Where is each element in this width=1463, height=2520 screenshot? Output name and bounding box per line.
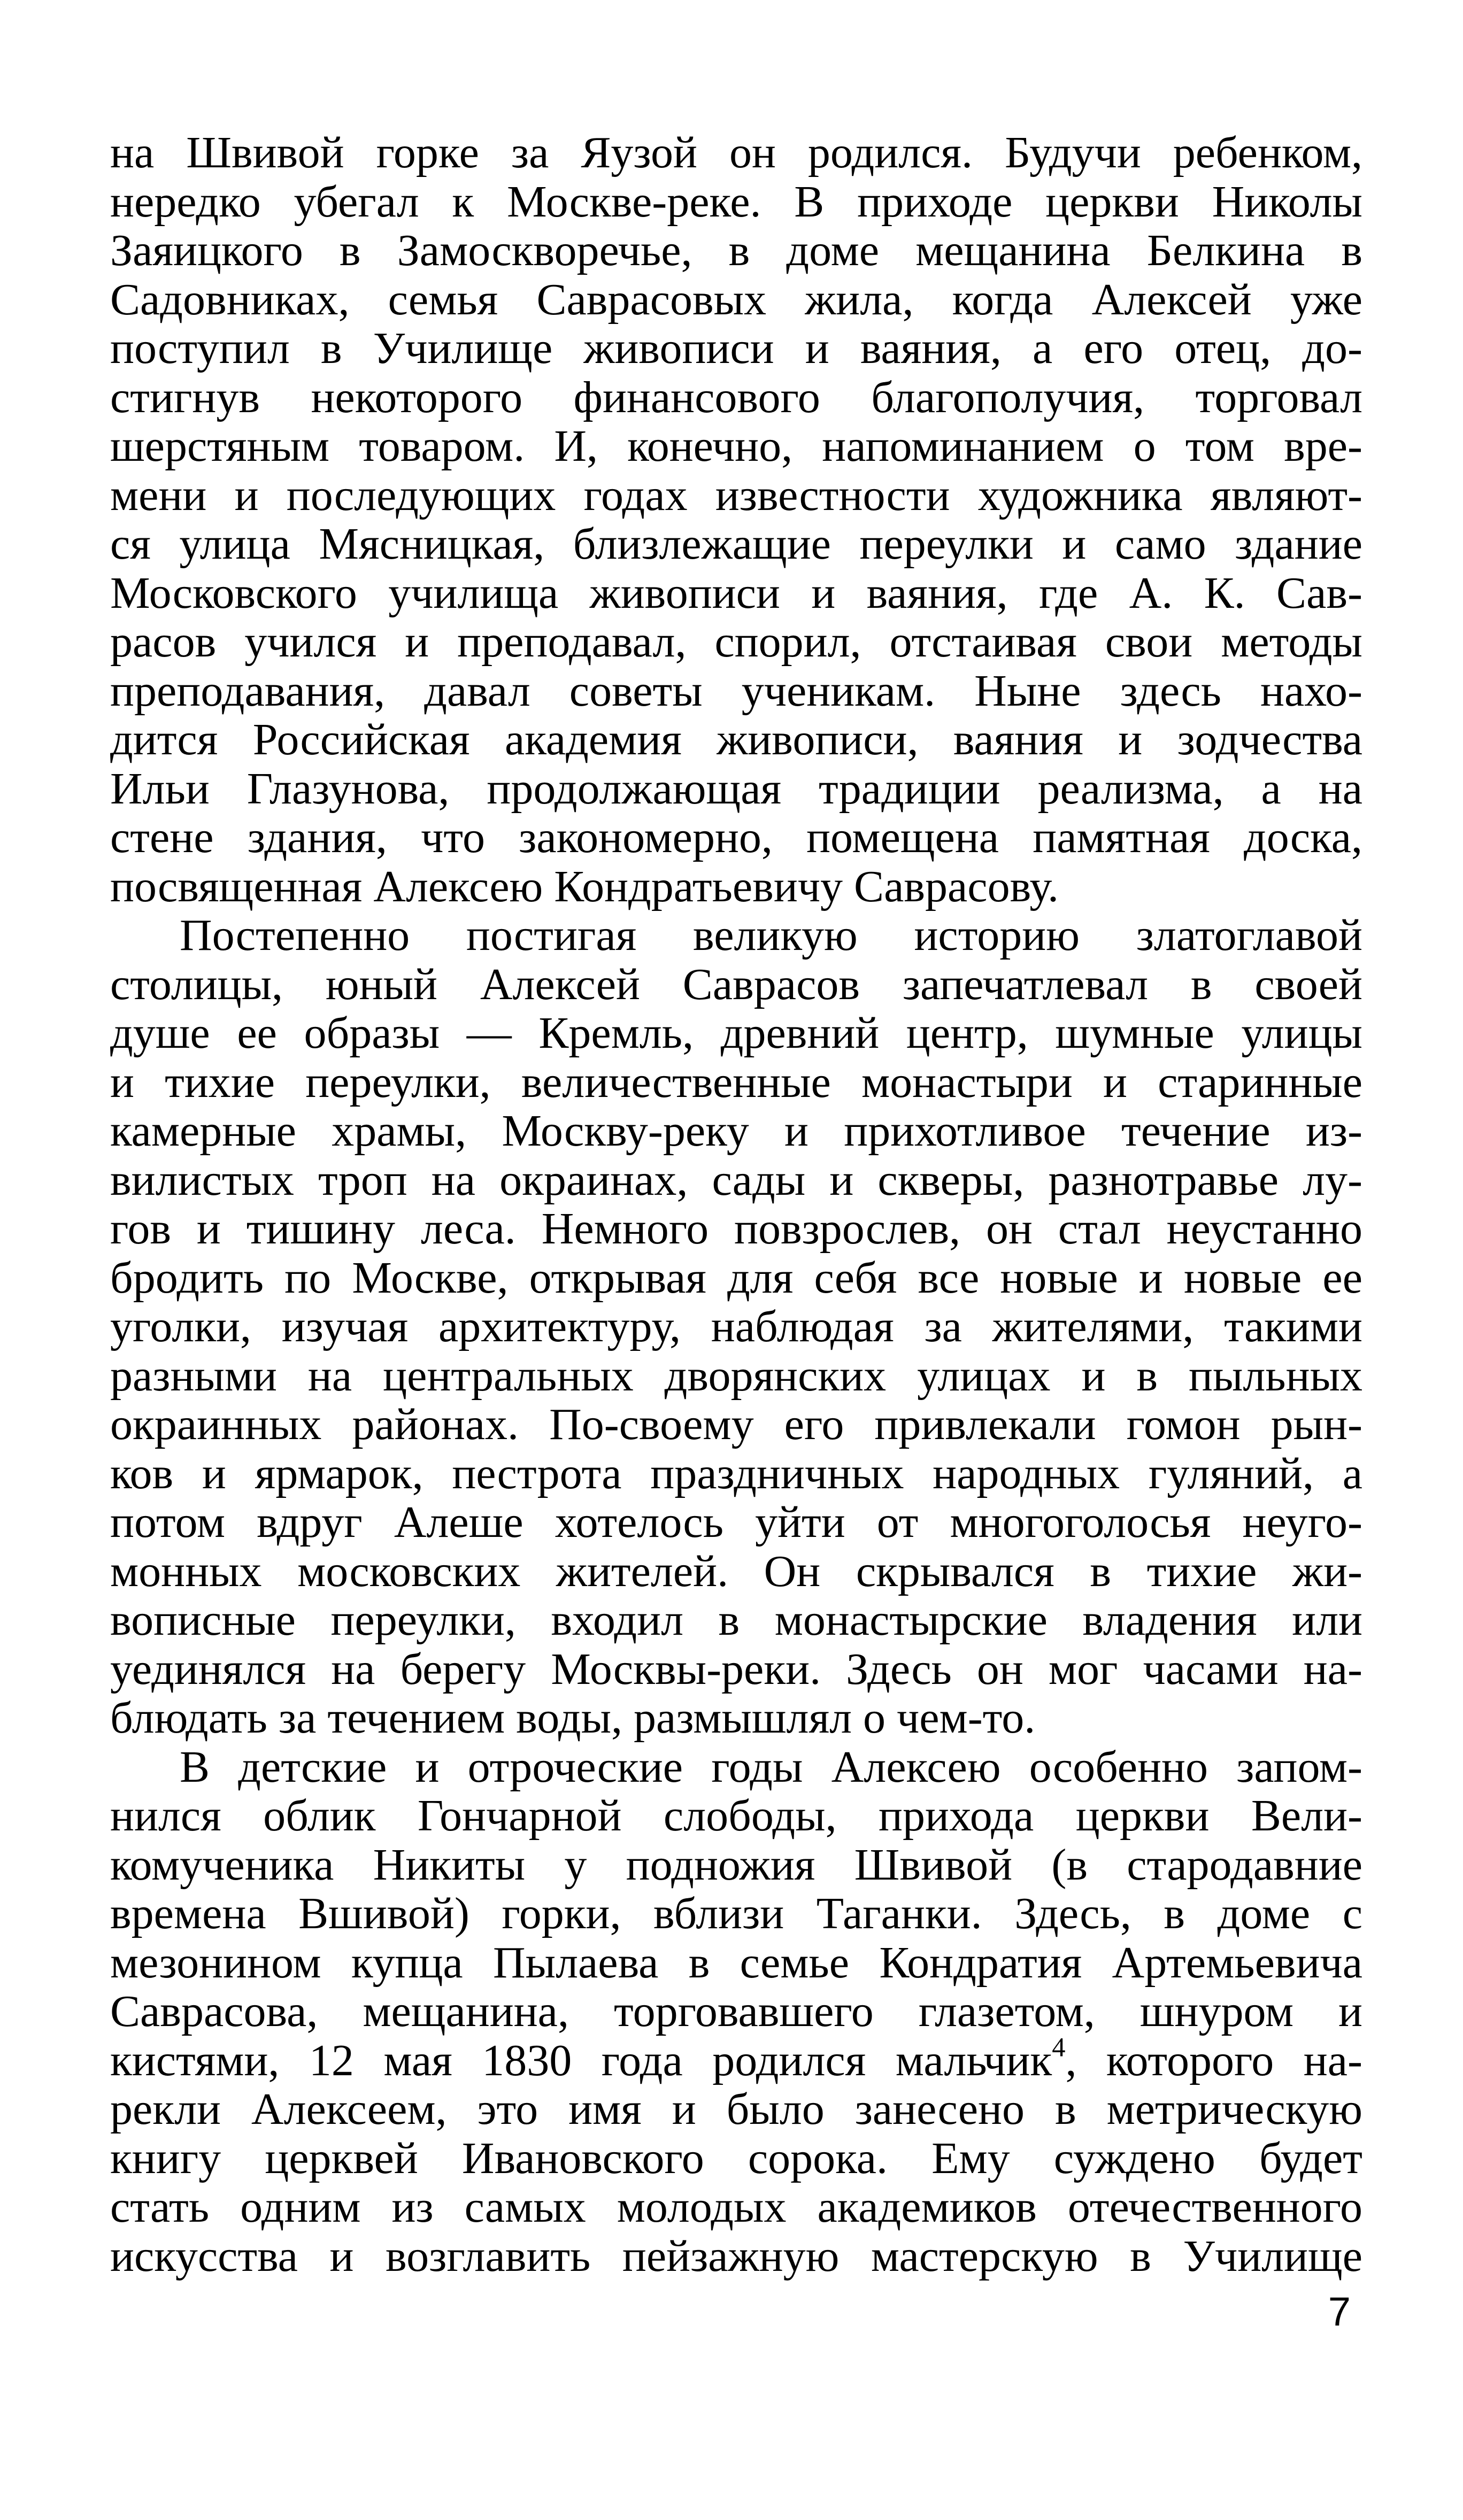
text-line: камерные храмы, Москву-реку и прихотливое течение из-: [110, 1107, 1362, 1156]
text-line: дится Российская академия живописи, ваяния и зодчества: [110, 715, 1362, 764]
text-line: мезонином купца Пылаева в семье Кондратия Артемьевича: [110, 1938, 1362, 1987]
text-line: вописные переулки, входил в монастырские владения или: [110, 1596, 1362, 1645]
text-line: посвященная Алексею Кондратьевичу Саврасову.: [110, 862, 1059, 911]
text-fragment: , которого на-: [1065, 2036, 1362, 2085]
text-line: искусства и возглавить пейзажную мастерскую в Училище: [110, 2231, 1362, 2281]
text-line: Постепенно постигая великую историю златоглавой: [180, 911, 1362, 960]
text-line: поступил в Училище живописи и ваяния, а его отец, до-: [110, 324, 1362, 373]
text-fragment: кистями, 12 мая 1830 года родился мальчик: [110, 2036, 1052, 2085]
text-line: стене здания, что закономерно, помещена памятная доска,: [110, 813, 1362, 862]
text-line: Ильи Глазунова, продолжающая традиции реализма, а на: [110, 764, 1362, 813]
text-line: мени и последующих годах известности художника являют-: [110, 470, 1362, 520]
text-line: преподавания, давал советы ученикам. Ныне здесь нахо-: [110, 666, 1362, 715]
text-line: рекли Алексеем, это имя и было занесено в метрическую: [110, 2085, 1362, 2134]
text-line: ся улица Мясницкая, близлежащие переулки и само здание: [110, 520, 1362, 569]
text-line: столицы, юный Алексей Саврасов запечатлевал в своей: [110, 960, 1362, 1009]
text-line: уголки, изучая архитектуру, наблюдая за жителями, такими: [110, 1302, 1362, 1351]
text-line: книгу церквей Ивановского сорока. Ему суждено будет: [110, 2134, 1362, 2183]
text-line: уединялся на берегу Москвы-реки. Здесь он мог часами на-: [110, 1644, 1362, 1694]
text-line: ков и ярмарок, пестрота праздничных народных гуляний, а: [110, 1449, 1362, 1498]
text-line: монных московских жителей. Он скрывался в тихие жи-: [110, 1547, 1362, 1596]
text-line: душе ее образы — Кремль, древний центр, шумные улицы: [110, 1009, 1362, 1058]
text-line: нередко убегал к Москве-реке. В приходе церкви Николы: [110, 177, 1362, 226]
text-line: блюдать за течением воды, размышлял о чем-то.: [110, 1694, 1036, 1743]
text-line: стать одним из самых молодых академиков отечественного: [110, 2183, 1362, 2232]
text-line: бродить по Москве, открывая для себя все новые и новые ее: [110, 1253, 1362, 1302]
text-line: на Швивой горке за Яузой он родился. Будучи ребенком,: [110, 128, 1362, 177]
footnote-marker[interactable]: 4: [1052, 2036, 1066, 2062]
text-line: Саврасова, мещанина, торговавшего глазетом, шнуром и: [110, 1987, 1362, 2036]
text-line: Садовниках, семья Саврасовых жила, когда Алексей уже: [110, 275, 1362, 324]
text-line: вилистых троп на окраинах, сады и скверы, разнотравье лу-: [110, 1155, 1362, 1204]
text-line: Заяицкого в Замоскворечье, в доме мещанина Белкина в: [110, 226, 1362, 275]
text-line: гов и тишину леса. Немного повзрослев, он стал неустанно: [110, 1204, 1362, 1254]
text-line: В детские и отроческие годы Алексею особенно запом-: [180, 1742, 1362, 1791]
text-line: разными на центральных дворянских улицах и в пыльных: [110, 1351, 1362, 1400]
text-line: и тихие переулки, величественные монастыри и старинные: [110, 1057, 1362, 1107]
page-number: 7: [1328, 2289, 1351, 2335]
text-line: времена Вшивой) горки, вблизи Таганки. Здесь, в доме с: [110, 1889, 1362, 1938]
text-line: комученика Никиты у подножия Швивой (в стародавние: [110, 1840, 1362, 1889]
text-line: Московского училища живописи и ваяния, где А. К. Сав-: [110, 568, 1362, 617]
text-line: потом вдруг Алеше хотелось уйти от многоголосья неуго-: [110, 1498, 1362, 1547]
body-text: [110, 128, 1362, 2281]
text-line: расов учился и преподавал, спорил, отстаивая свои методы: [110, 617, 1362, 667]
text-line: окраинных районах. По-своему его привлекали гомон рын-: [110, 1400, 1362, 1449]
text-line-with-footnote: [110, 2036, 1362, 2085]
text-line: нился облик Гончарной слободы, прихода церкви Вели-: [110, 1791, 1362, 1841]
text-line: стигнув некоторого финансового благополучия, торговал: [110, 373, 1362, 422]
text-line: шерстяным товаром. И, конечно, напоминанием о том вре-: [110, 422, 1362, 471]
